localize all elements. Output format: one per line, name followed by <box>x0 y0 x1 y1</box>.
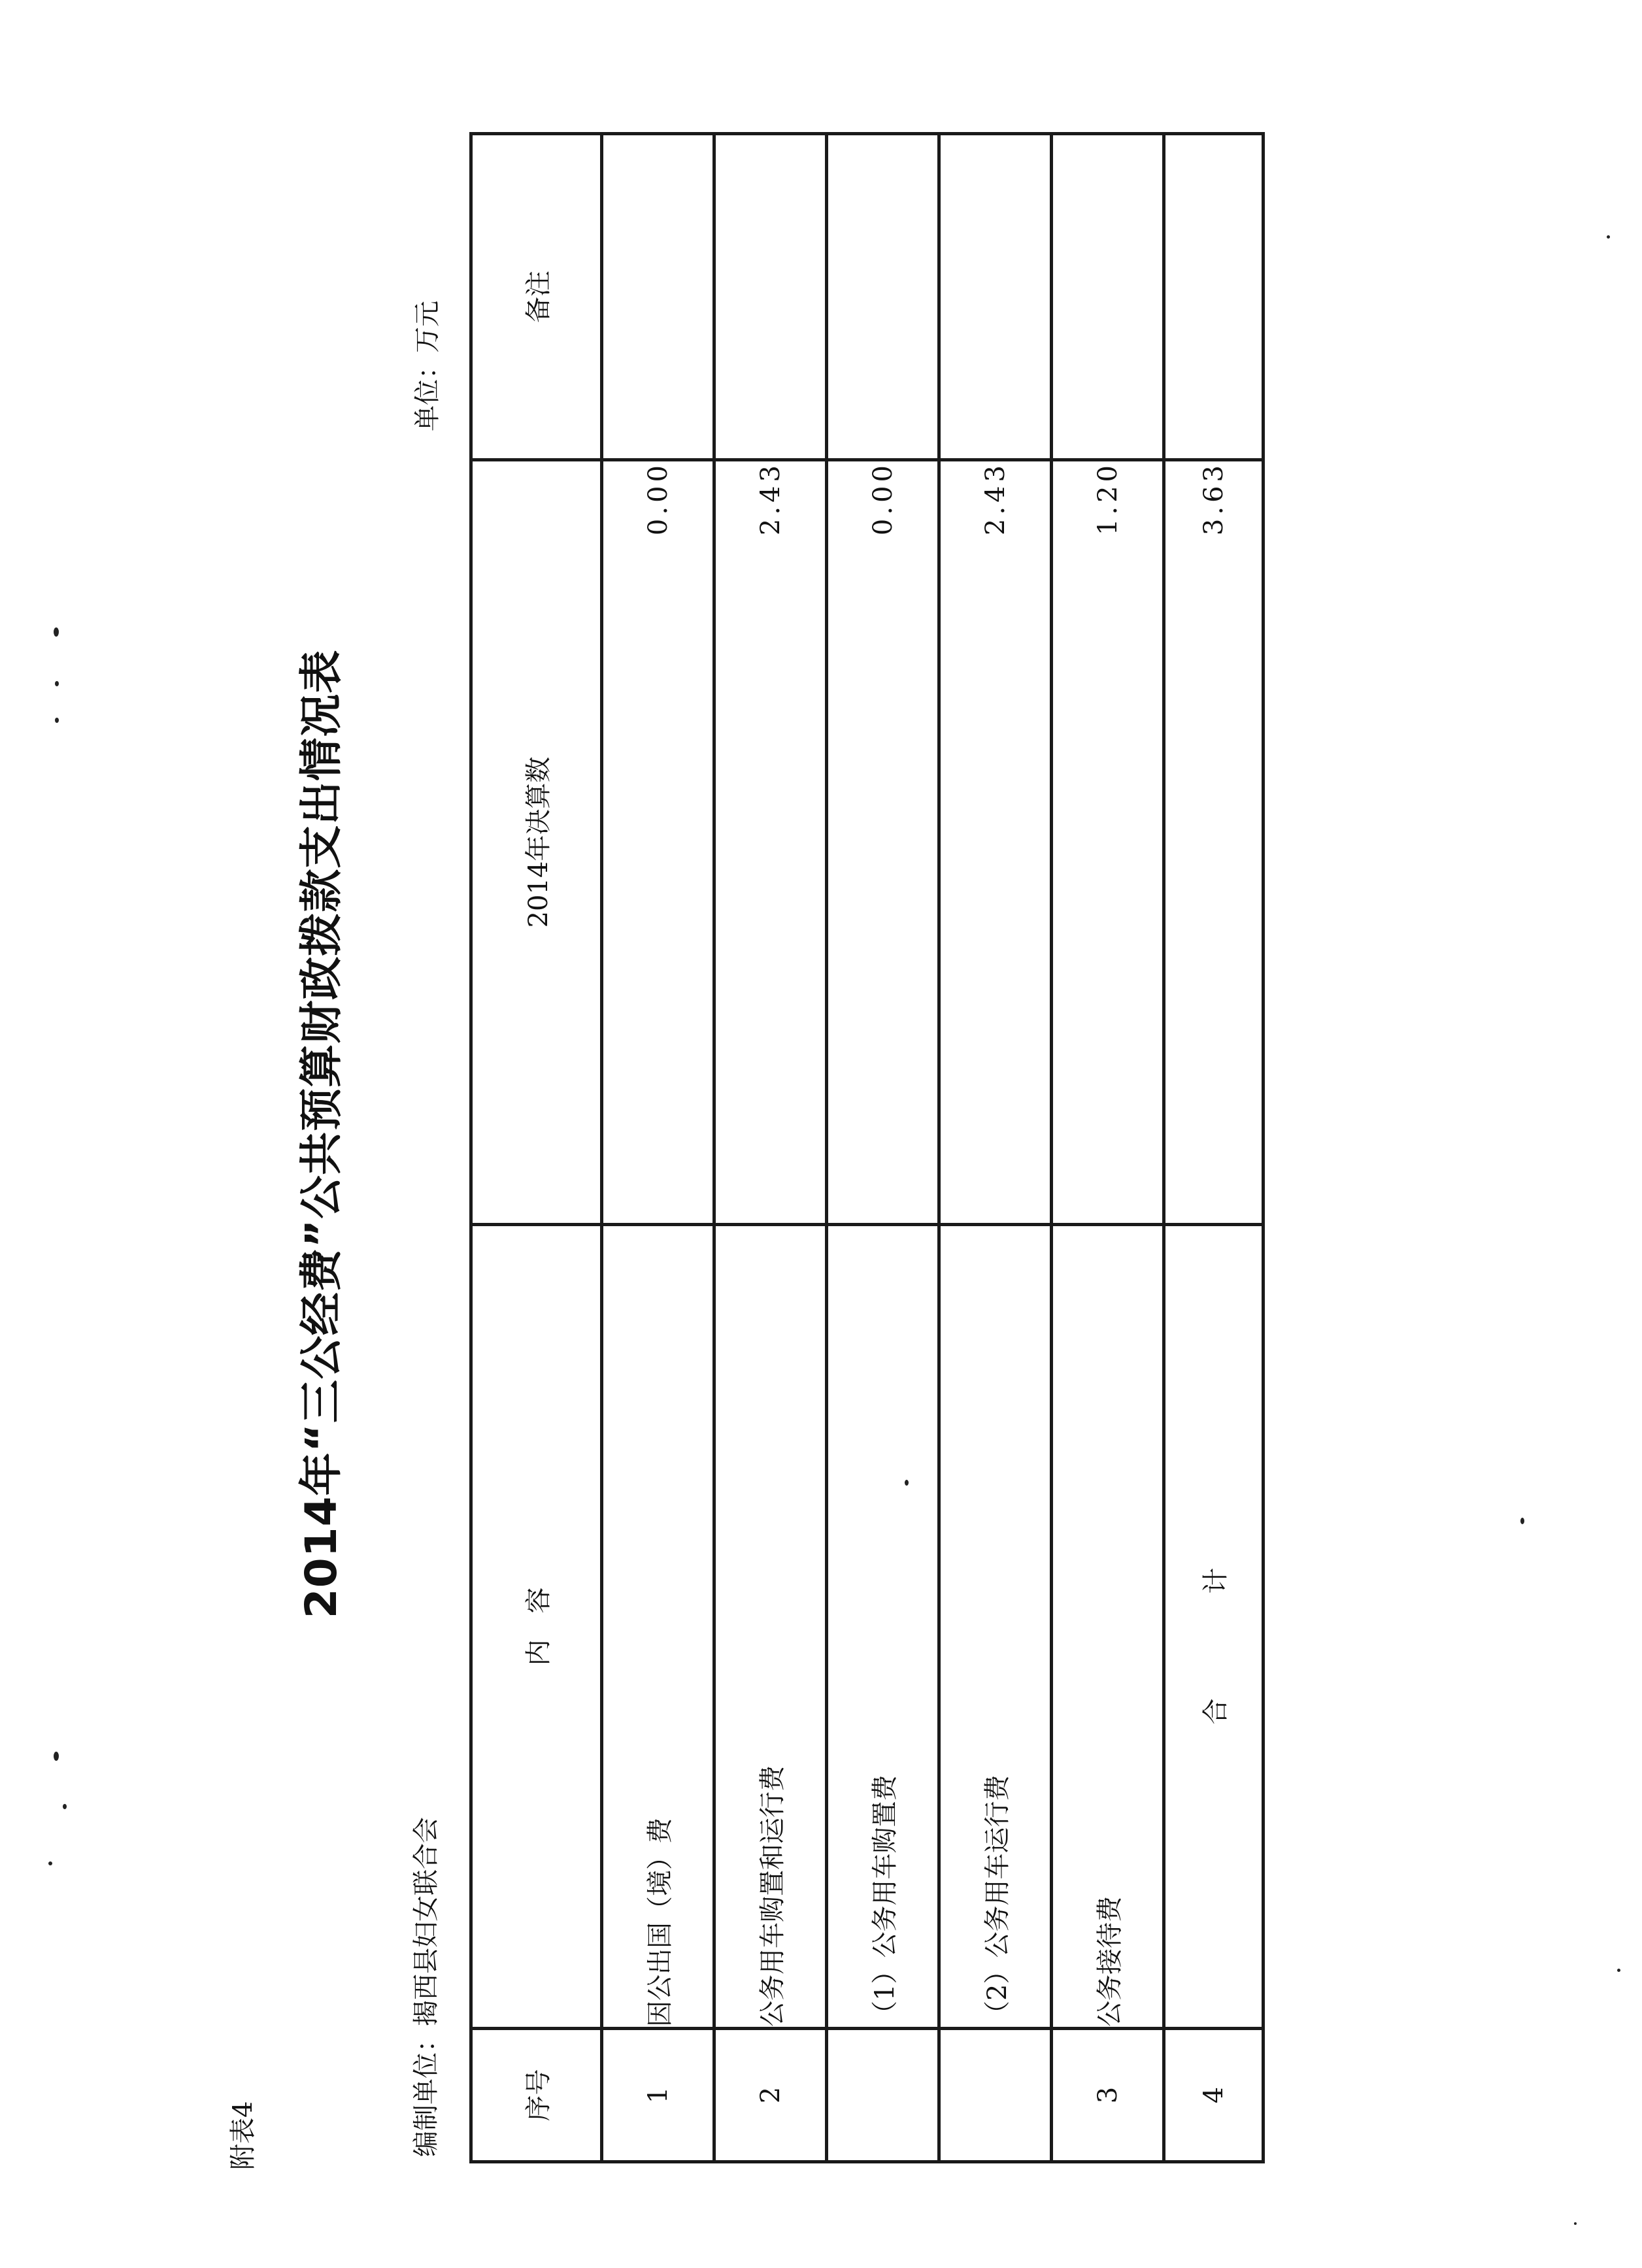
row-content: 公务接待费 <box>1052 1225 1164 2029</box>
scan-speck <box>1520 1518 1524 1524</box>
scan-speck <box>63 1804 67 1809</box>
total-row <box>1164 134 1264 2162</box>
row-content: 因公出国（境）费 <box>602 1225 714 2029</box>
row-amount: 2.43 <box>939 460 1052 1225</box>
scan-speck <box>1574 2222 1577 2225</box>
header-content: 内 容 <box>471 1225 602 2029</box>
row-amount: 1.20 <box>1052 460 1164 1225</box>
scan-speck <box>54 1752 59 1761</box>
header-note: 备注 <box>471 134 602 460</box>
row-content: （2）公务用车运行费 <box>939 1225 1052 2029</box>
expense-table <box>469 132 1265 2163</box>
row-amount: 2.43 <box>714 460 827 1225</box>
row-note <box>1052 134 1164 460</box>
measure-unit: 单位：万元 <box>412 301 443 431</box>
compiling-unit: 编制单位：揭西县妇女联合会 <box>411 1817 441 2157</box>
scan-speck <box>55 681 59 686</box>
scan-speck <box>1617 1969 1620 1972</box>
row-note <box>714 134 827 460</box>
row-amount: 0.00 <box>602 460 714 1225</box>
row-seq <box>827 2029 939 2162</box>
row-seq: 3 <box>1052 2029 1164 2162</box>
scan-speck <box>1607 235 1610 239</box>
attachment-label: 附表4 <box>228 2101 258 2170</box>
row-content: 合 计 <box>1164 1225 1264 2029</box>
row-amount: 0.00 <box>827 460 939 1225</box>
row-note <box>1164 134 1264 460</box>
row-seq: 4 <box>1164 2029 1264 2162</box>
row-content: 公务用车购置和运行费 <box>714 1225 827 2029</box>
table-row <box>602 134 714 2162</box>
header-seq: 序号 <box>471 2029 602 2162</box>
row-seq <box>939 2029 1052 2162</box>
row-note <box>939 134 1052 460</box>
header-row <box>471 134 602 2162</box>
document-title: 2014年“三公经费”公共预算财政拨款支出情况表 <box>296 649 346 1619</box>
header-amount: 2014年决算数 <box>471 460 602 1225</box>
table-row <box>939 134 1052 2162</box>
scan-speck <box>54 627 59 637</box>
row-note <box>602 134 714 460</box>
row-note <box>827 134 939 460</box>
scan-speck <box>905 1480 909 1486</box>
table-row <box>714 134 827 2162</box>
row-seq: 1 <box>602 2029 714 2162</box>
table-row <box>827 134 939 2162</box>
row-seq: 2 <box>714 2029 827 2162</box>
row-amount: 3.63 <box>1164 460 1264 1225</box>
row-content: （1）公务用车购置费 <box>827 1225 939 2029</box>
table-row <box>1052 134 1164 2162</box>
scan-speck <box>48 1861 52 1865</box>
scan-speck <box>55 718 59 723</box>
